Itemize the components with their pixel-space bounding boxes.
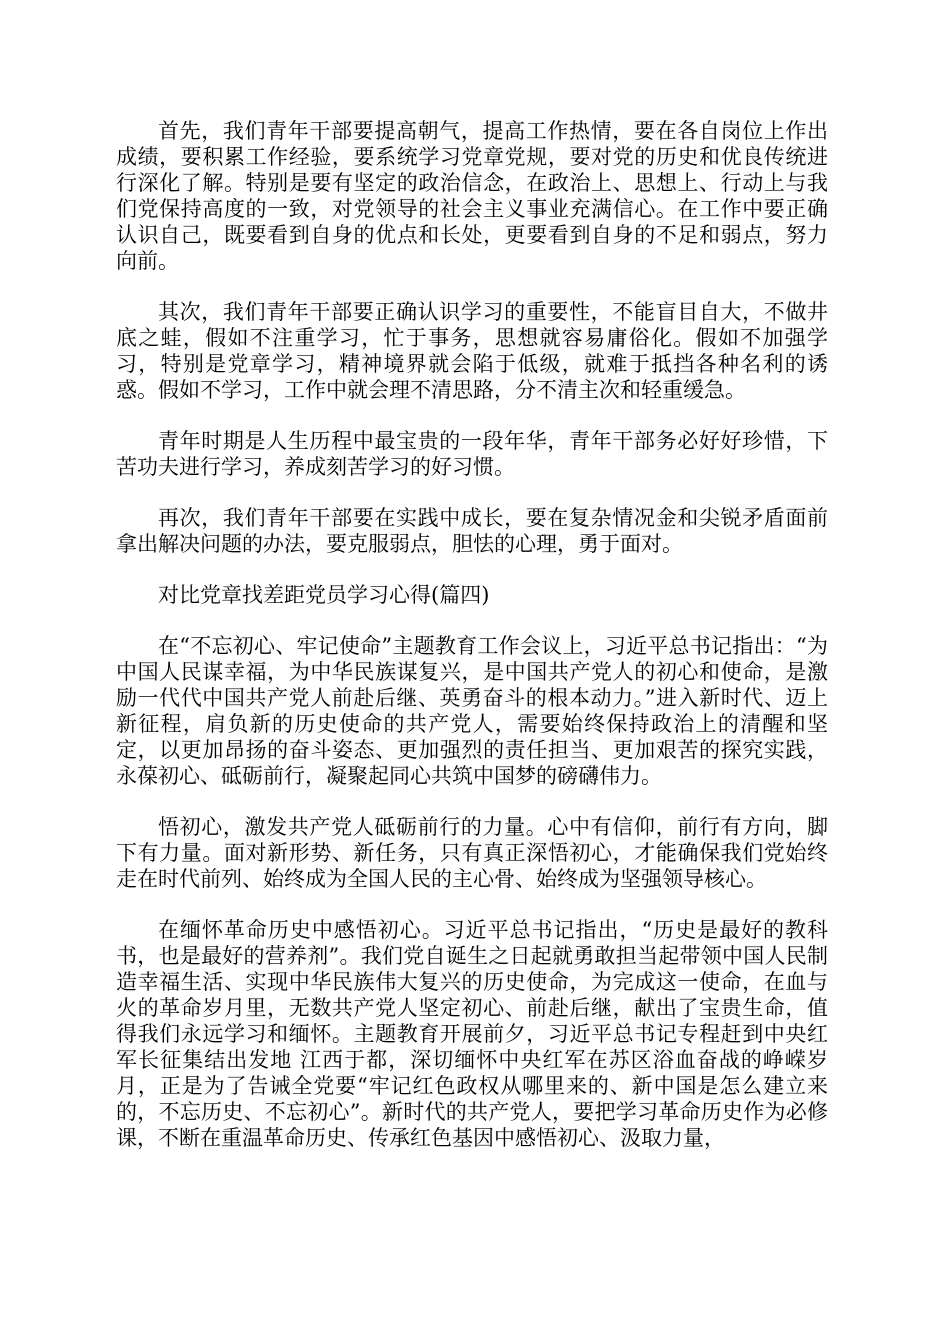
paragraph-2: 其次，我们青年干部要正确认识学习的重要性，不能盲目自大，不做井底之蛙，假如不注重学习，忙于事务，思想就容易庸俗化。假如不加强学习，特别是党章学习，精神境界就会陷于低级，就难于抵挡各种名利的诱惑。假如不学习，工作中就会理不清思路，分不清主次和轻重缓急。 [116,300,828,402]
paragraph-3: 青年时期是人生历程中最宝贵的一段年华，青年干部务必好好珍惜，下苦功夫进行学习，养成刻苦学习的好习惯。 [116,429,828,479]
paragraph-4: 再次，我们青年干部要在实践中成长，要在复杂情况金和尖锐矛盾面前拿出解决问题的办法，要克服弱点，胆怯的心理，勇于面对。 [116,506,828,556]
section-paragraph-1: 在“不忘初心、牢记使命”主题教育工作会议上，习近平总书记指出：“为中国人民谋幸福，为中华民族谋复兴，是中国共产党人的初心和使命，是激励一代代中国共产党人前赴后继、英勇奋斗的根本动力。”进入新时代、迈上新征程，肩负新的历史使命的共产党人，需要始终保持政治上的清醒和坚定，以更加昂扬的奋斗姿态、更加强烈的责任担当、更加艰苦的探究实践，永葆初心、砥砺前行，凝聚起同心共筑中国梦的磅礴伟力。 [116,634,828,788]
document-body [116,118,828,1176]
paragraph-1: 首先，我们青年干部要提高朝气，提高工作热情，要在各自岗位上作出成绩，要积累工作经验，要系统学习党章党规，要对党的历史和优良传统进行深化了解。特别是要有坚定的政治信念，在政治上、思想上、行动上与我们党保持高度的一致，对党领导的社会主义事业充满信心。在工作中要正确认识自己，既要看到自身的优点和长处，更要看到自身的不足和弱点，努力向前。 [116,119,828,273]
section-paragraph-2: 悟初心，激发共产党人砥砺前行的力量。心中有信仰，前行有方向，脚下有力量。面对新形势、新任务，只有真正深悟初心，才能确保我们党始终走在时代前列、始终成为全国人民的主心骨、始终成为坚强领导核心。 [116,815,828,891]
section-paragraph-3: 在缅怀革命历史中感悟初心。习近平总书记指出，“历史是最好的教科书，也是最好的营养剂”。我们党自诞生之日起就勇敢担当起带领中国人民制造幸福生活、实现中华民族伟大复兴的历史使命，为完成这一使命，在血与火的革命岁月里，无数共产党人坚定初心、前赴后继，献出了宝贵生命，值得我们永远学习和缅怀。主题教育开展前夕，习近平总书记专程赶到中央红军长征集结出发地 江西于都，深切缅怀中央红军在苏区浴血奋战的峥嵘岁月，正是为了告诫全党要“牢记红色政权从哪里来的、新中国是怎么建立来的，不忘历史、不忘初心”。新时代的共产党人，要把学习革命历史作为必修课，不断在重温革命历史、传承红色基因中感悟初心、汲取力量， [116,918,828,1150]
section-heading: 对比党章找差距党员学习心得(篇四) [158,583,490,607]
